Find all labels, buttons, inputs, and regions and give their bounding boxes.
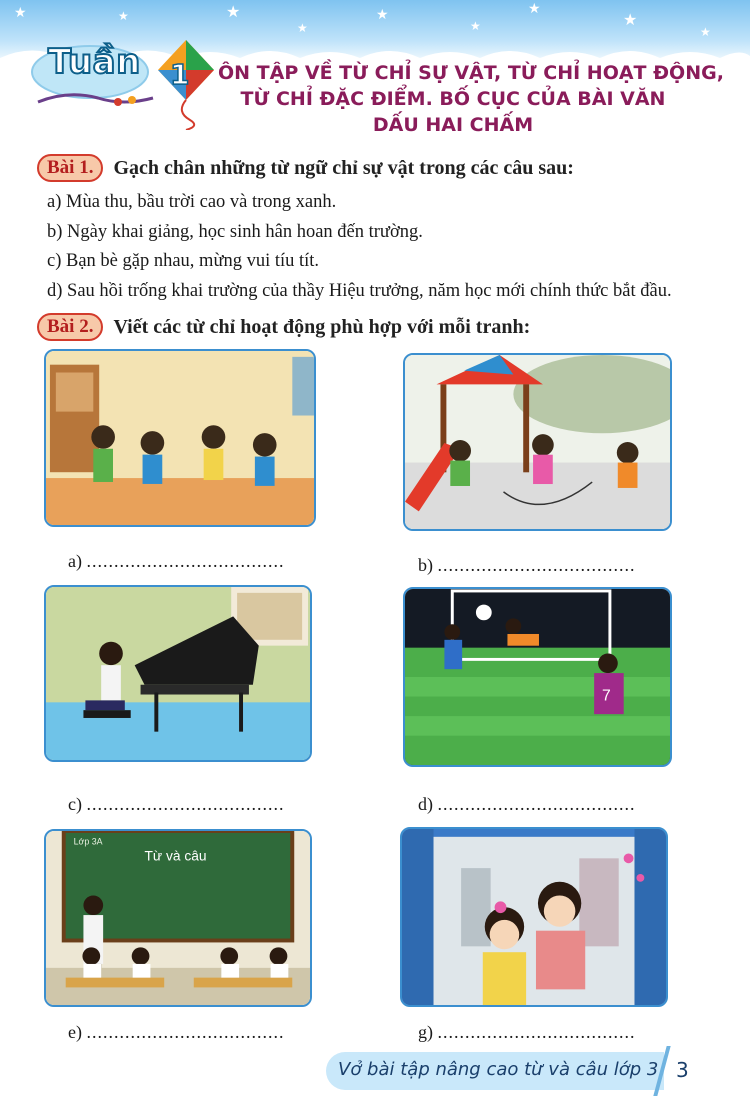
star-icon: ★ <box>14 5 27 21</box>
exercise-2-heading <box>37 313 530 341</box>
picture-classroom <box>44 829 312 1007</box>
exercise-2-badge: Bài 2. <box>37 313 103 341</box>
page-number: 3 <box>676 1058 689 1082</box>
answer-line-g[interactable] <box>418 1022 636 1043</box>
answer-line-d[interactable] <box>418 794 636 815</box>
title-line: ÔN TẬP VỀ TỪ CHỈ SỰ VẬT, TỪ CHỈ HOẠT ĐỘNG, <box>218 62 724 84</box>
answer-letter: b) <box>418 555 433 575</box>
star-icon: ★ <box>470 19 481 33</box>
star-icon: ★ <box>376 7 389 23</box>
answer-letter: d) <box>418 794 433 814</box>
picture-playground <box>403 353 672 531</box>
title-line: TỪ CHỈ ĐẶC ĐIỂM. BỐ CỤC CỦA BÀI VĂN <box>240 88 666 110</box>
answer-letter: g) <box>418 1022 433 1042</box>
page-title <box>218 60 724 138</box>
title-line: DẤU HAI CHẤM <box>372 114 534 136</box>
exercise-2-instruction: Viết các từ chỉ hoạt động phù hợp với mỗi tranh: <box>113 315 531 338</box>
answer-dots: .................................... <box>86 551 285 571</box>
answer-dots: .................................... <box>437 794 636 814</box>
star-icon: ★ <box>623 10 638 29</box>
answer-line-e[interactable] <box>68 1022 284 1043</box>
sentence: c) Bạn bè gặp nhau, mừng vui tíu tít. <box>47 251 320 271</box>
jersey-number: 7 <box>602 687 611 705</box>
answer-dots: .................................... <box>437 1022 636 1042</box>
answer-line-c[interactable] <box>68 794 284 815</box>
picture-girls-hugging <box>400 827 668 1007</box>
picture-piano <box>44 585 312 762</box>
star-icon: ★ <box>700 25 711 39</box>
star-icon: ★ <box>118 9 129 23</box>
answer-line-a[interactable] <box>68 551 284 572</box>
answer-dots: .................................... <box>86 1022 285 1042</box>
week-number: 1 <box>170 58 190 91</box>
answer-letter: a) <box>68 551 82 571</box>
answer-dots: .................................... <box>86 794 285 814</box>
week-label: Tuần <box>48 42 141 82</box>
answer-letter: c) <box>68 794 82 814</box>
answer-line-b[interactable] <box>418 555 636 576</box>
picture-soccer <box>403 587 672 767</box>
board-text: Từ và câu <box>144 848 207 864</box>
sentence: a) Mùa thu, bầu trời cao và trong xanh. <box>47 192 337 212</box>
answer-dots: .................................... <box>437 555 636 575</box>
answer-letter: e) <box>68 1022 82 1042</box>
sentence: d) Sau hồi trống khai trường của thầy Hiệu trưởng, năm học mới chính thức bắt đầu. <box>47 281 672 301</box>
exercise-1-heading <box>37 154 574 182</box>
star-icon: ★ <box>297 21 308 35</box>
book-title: Vở bài tập nâng cao từ và câu lớp 3 <box>338 1059 659 1080</box>
star-icon: ★ <box>528 1 541 17</box>
board-class-label: Lớp 3A <box>73 836 103 847</box>
exercise-1-badge: Bài 1. <box>37 154 103 182</box>
star-icon: ★ <box>226 2 241 21</box>
sentence: b) Ngày khai giảng, học sinh hân hoan đến trường. <box>47 222 423 242</box>
exercise-1-instruction: Gạch chân những từ ngữ chỉ sự vật trong các câu sau: <box>113 156 574 179</box>
picture-singing <box>44 349 316 527</box>
